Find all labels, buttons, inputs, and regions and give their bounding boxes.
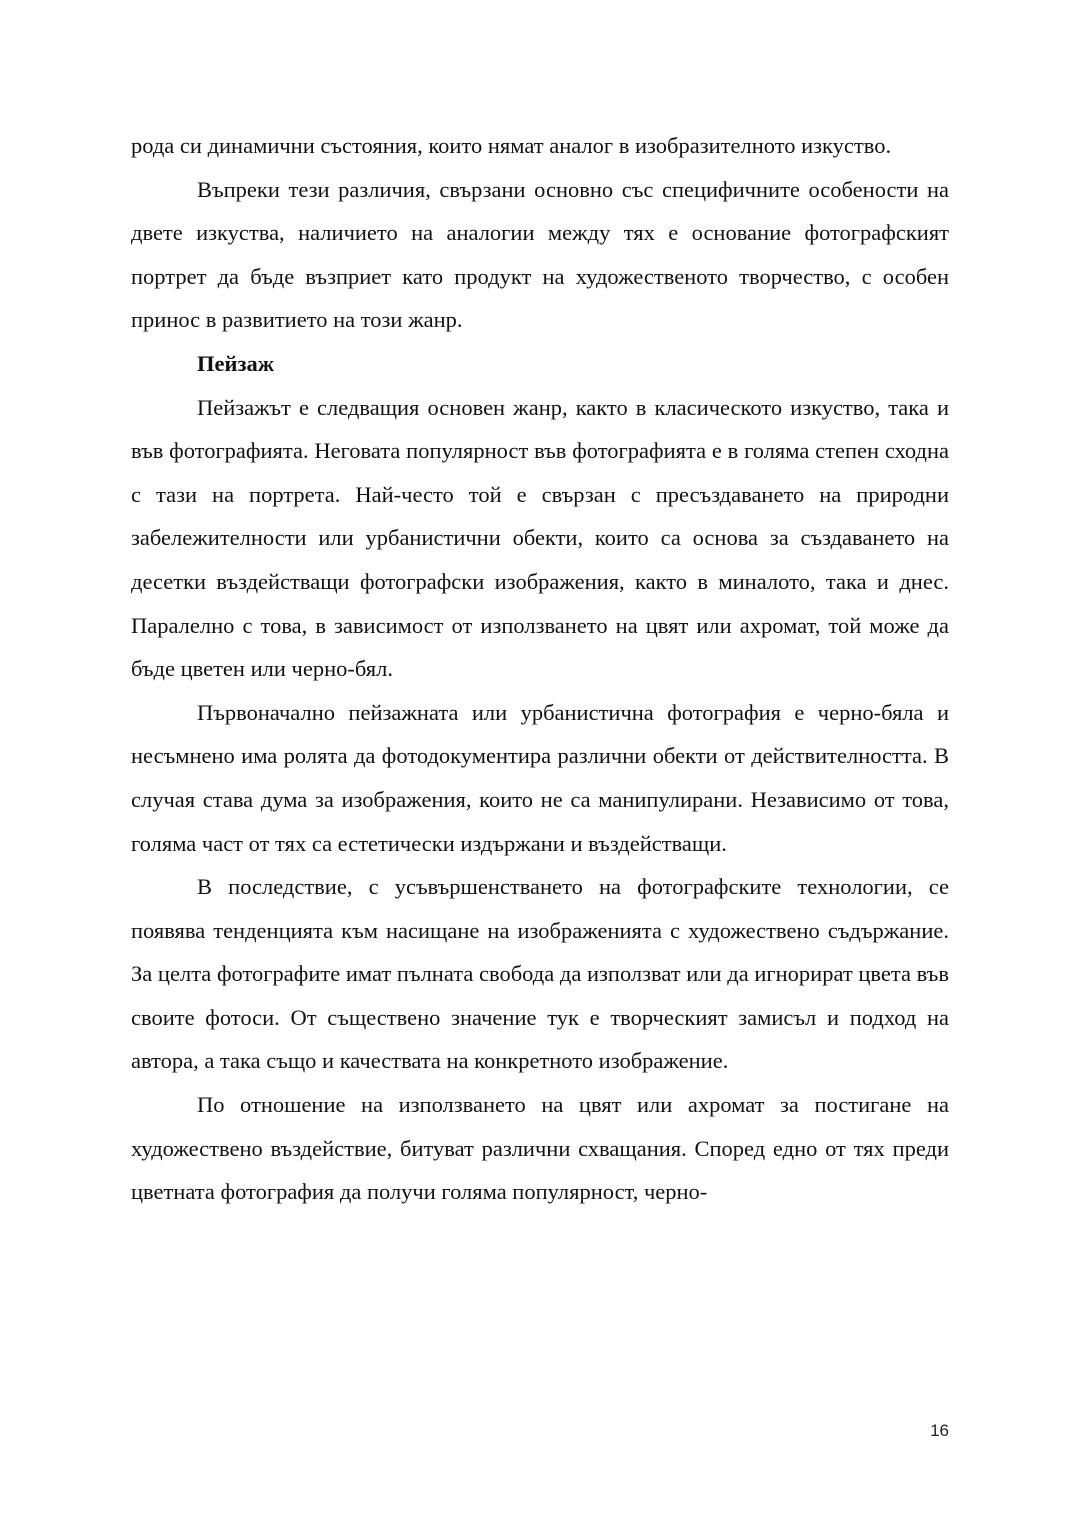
section-heading-landscape: Пейзаж xyxy=(197,350,275,376)
paragraph-landscape-technology: В последствие, с усъвършенстването на фотографските технологии, се появява тенденцията към насищане на изображенията с художествено съдържание. За целта фотографите имат пълната свобода да използват или да игнорират цвета във своите фотоси. От съществено значение тук е творческият замисъл и подход на автора, а така също и качествата на конкретното изображение. xyxy=(131,874,949,1074)
paragraph-continuation: рода си динамични състояния, които нямат аналог в изобразителното изкуство. xyxy=(131,133,892,158)
page-number: 16 xyxy=(930,1421,949,1440)
paragraph-landscape-intro: Пейзажът е следващия основен жанр, както в класическото изкуство, така и във фотографията. Неговата популярност във фотографията е в голяма степен сходна с тази на портрета. Най-често той е свързан с пресъздаването на природни забележителности или урбанистични обекти, които са основа за създаването на десетки въздействащи фотографски изображения, както в миналото, така и днес. Паралелно с това, в зависимост от използването на цвят или ахромат, той може да бъде цветен или черно-бял. xyxy=(131,394,949,682)
paragraph-landscape-history: Първоначално пейзажната или урбанистична фотография е черно-бяла и несъмнено има ролята да фотодокументира различни обекти от действителността. В случая става дума за изображения, които не са манипулирани. Независимо от това, голяма част от тях са естетически издържани и въздействащи. xyxy=(131,699,949,856)
paragraph-color-achromatic: По отношение на използването на цвят или ахромат за постигане на художествено въздействие, битуват различни схващания. Според едно от тях преди цветната фотография да получи голяма популярност, черно- xyxy=(131,1092,949,1205)
document-page xyxy=(131,124,949,1214)
paragraph-portrait-conclusion: Въпреки тези различия, свързани основно със специфичните особености на двете изкуства, наличието на аналогии между тях е основание фотографският портрет да бъде възприет като продукт на художественото творчество, с особен принос в развитието на този жанр. xyxy=(131,176,949,333)
